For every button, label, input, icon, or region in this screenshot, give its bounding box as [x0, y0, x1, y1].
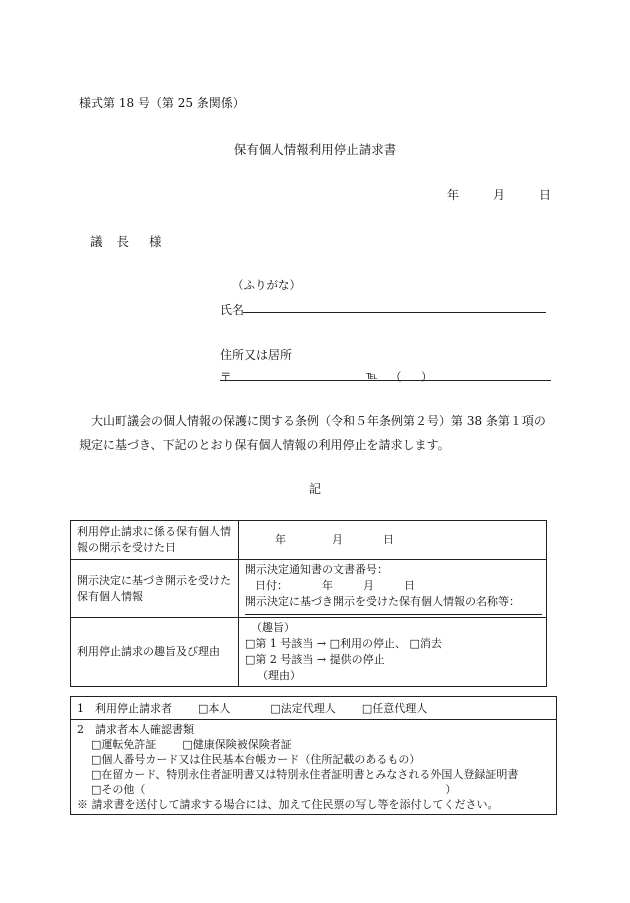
addressee	[90, 232, 176, 250]
insurance-checkbox[interactable]: □健康保険被保険者証	[182, 738, 292, 751]
notice-number-label: 開示決定通知書の文書番号：	[245, 563, 388, 576]
disclosed-info-field[interactable]	[239, 560, 547, 618]
purpose-option-1[interactable]: □第 1 号該当 → □利用の停止、 □消去	[245, 637, 442, 650]
other-checkbox-row[interactable]	[77, 782, 550, 797]
verification-heading: 2 請求者本人確認書類	[77, 723, 194, 736]
requester-voluntary-checkbox[interactable]: □任意代理人	[361, 701, 428, 715]
info-name-label: 開示決定に基づき開示を受けた保有個人情報の名称等：	[245, 595, 520, 608]
info-name-line	[245, 610, 542, 615]
requester-table	[70, 696, 557, 815]
mail-note: ※ 請求書を送付して請求する場合には、加えて住民票の写し等を添付してください。	[77, 798, 499, 811]
other-close: ）	[445, 783, 457, 796]
request-details-table	[70, 520, 547, 687]
other-checkbox[interactable]: □その他（	[91, 783, 146, 796]
notice-date-label: 日付：	[255, 579, 288, 592]
address-label: 住所又は居所	[220, 348, 293, 362]
date-year: 年	[446, 188, 459, 202]
name-field[interactable]	[243, 312, 546, 313]
requester-self-checkbox[interactable]: □本人	[198, 701, 231, 715]
disclosure-date-field[interactable]	[239, 521, 547, 560]
request-statement: 大山町議会の個人情報の保護に関する条例（令和５年条例第２号）第 38 条第１項の規定に基づき、下記のとおり保有個人情報の利用停止を請求します。	[79, 414, 546, 452]
verification-row-1	[77, 737, 550, 752]
furigana-label: （ふりがな）	[232, 278, 301, 292]
disclosure-month: 月	[332, 533, 343, 546]
ki-heading: 記	[308, 482, 321, 496]
table-row	[71, 697, 557, 720]
purpose-reason-field[interactable]	[239, 618, 547, 687]
purpose-option-2[interactable]: □第 2 号該当 → 提供の停止	[245, 653, 385, 666]
requester-label: 1 利用停止請求者	[77, 701, 172, 715]
tel-paren-close: ）	[421, 370, 433, 384]
requester-row	[71, 697, 557, 720]
tel-label: ℡	[366, 369, 378, 382]
request-date	[447, 186, 551, 203]
requester-legal-checkbox[interactable]: □法定代理人	[270, 701, 336, 715]
document-title: 保有個人情報利用停止請求書	[233, 142, 397, 157]
address-field[interactable]	[220, 380, 551, 381]
date-month: 月	[492, 188, 505, 202]
disclosure-year: 年	[275, 533, 286, 546]
disclosure-day: 日	[383, 533, 394, 546]
addressee-honorific: 様	[149, 234, 176, 249]
postal-mark: 〒	[220, 370, 232, 384]
table-row	[71, 521, 547, 560]
disclosed-info-label: 開示決定に基づき開示を受けた保有個人情報	[71, 560, 239, 618]
table-row	[71, 560, 547, 618]
disclosure-date-label: 利用停止請求に係る保有個人情報の開示を受けた日	[71, 521, 239, 560]
notice-day: 日	[404, 579, 415, 592]
name-label: 氏名	[220, 303, 245, 317]
addressee-title: 議長	[90, 234, 144, 249]
license-checkbox[interactable]: □運転免許証	[91, 738, 157, 751]
mynumber-checkbox[interactable]: □個人番号カード又は住民基本台帳カード（住所記載のあるもの）	[91, 753, 421, 766]
purpose-heading: （趣旨）	[251, 621, 295, 634]
table-row	[71, 618, 547, 687]
table-row	[71, 720, 557, 815]
date-day: 日	[538, 188, 551, 202]
form-number: 様式第 18 号（第 25 条関係）	[79, 96, 245, 110]
notice-year: 年	[322, 579, 333, 592]
tel-paren-open: （	[390, 370, 402, 384]
verification-cell	[71, 720, 557, 815]
reason-heading: （理由）	[257, 669, 301, 682]
residence-card-checkbox[interactable]: □在留カード、特別永住者証明書又は特別永住者証明書とみなされる外国人登録証明書	[91, 768, 519, 781]
notice-month: 月	[363, 579, 374, 592]
purpose-reason-label: 利用停止請求の趣旨及び理由	[71, 618, 239, 687]
